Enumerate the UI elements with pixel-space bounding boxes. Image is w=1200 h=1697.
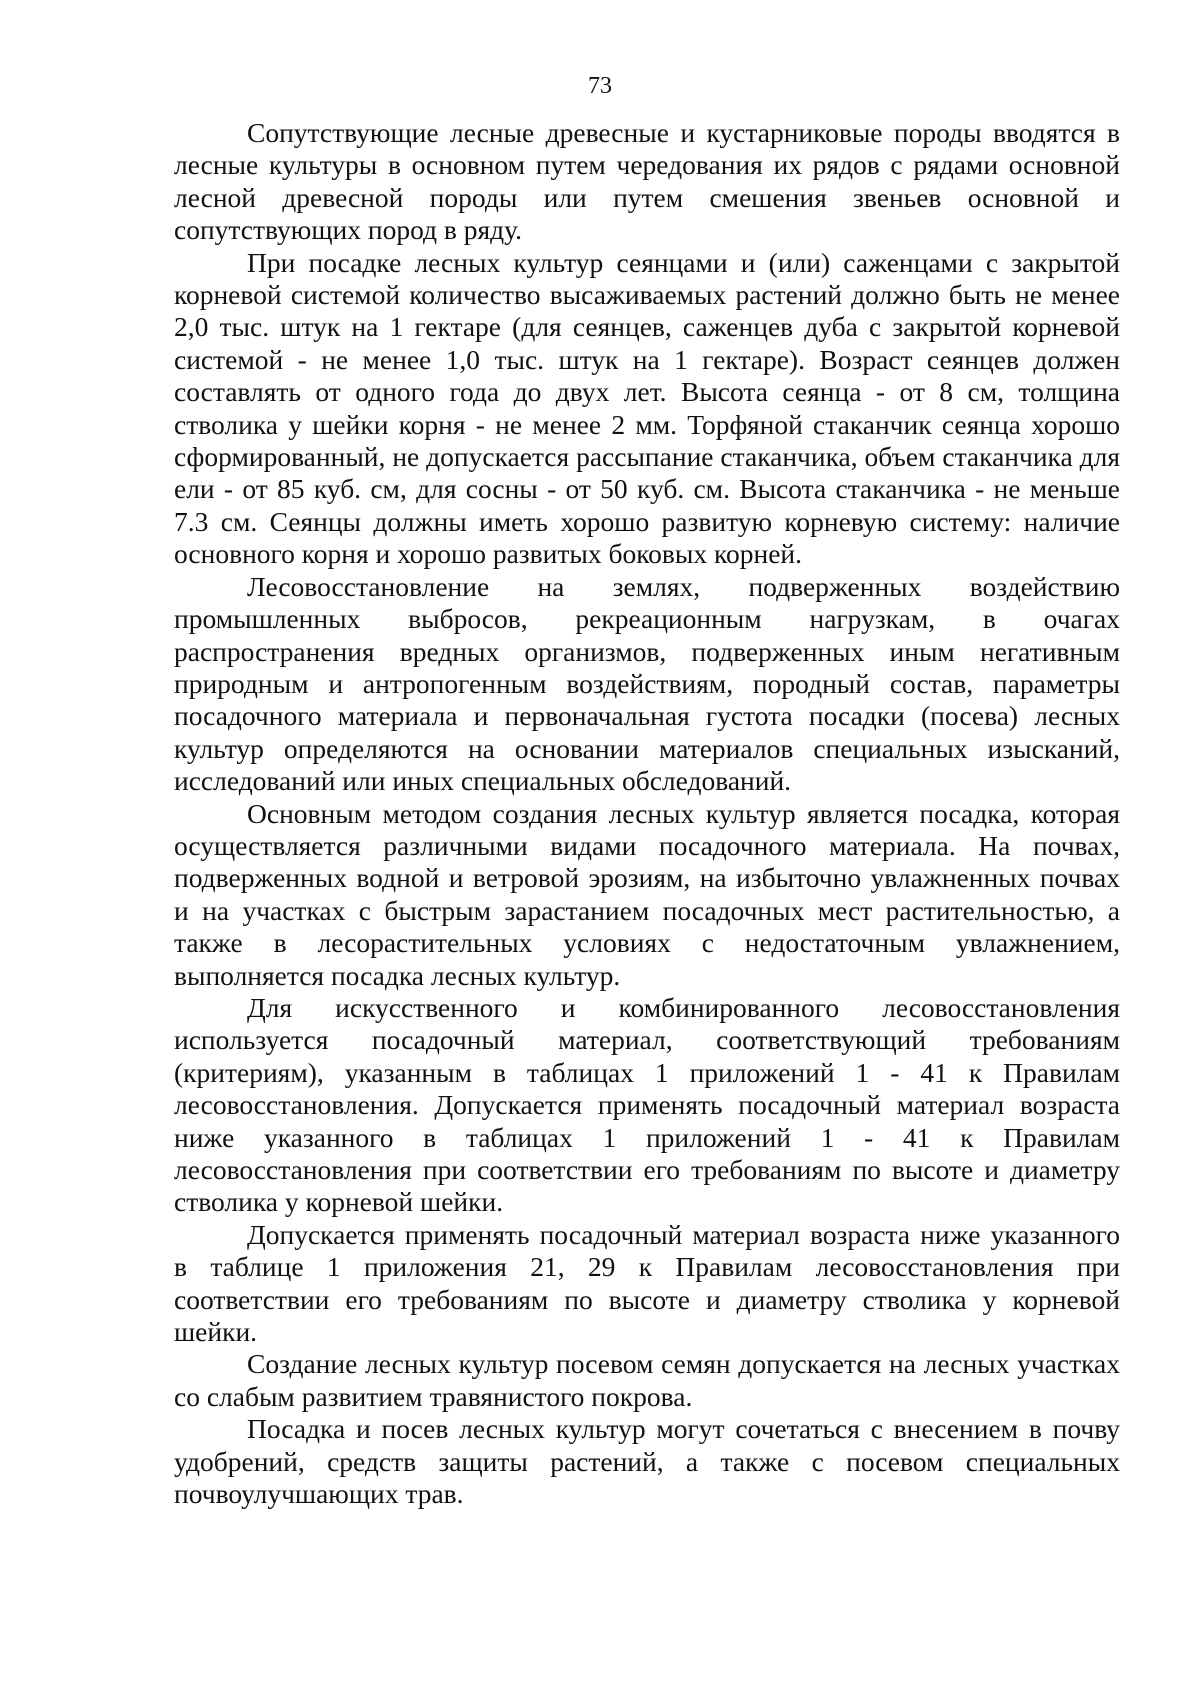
paragraph-closed-root-seedlings: При посадке лесных культур сеянцами и (или) саженцами с закрытой корневой системой количество высаживаемых растений должно быть не менее 2,0 тыс. штук на 1 гектаре (для сеянцев, саженцев дуба с закрытой корневой системой - не менее 1,0 тыс. штук на 1 гектаре). Возраст сеянцев должен составлять от одного года до двух лет. Высота сеянца - от 8 см, толщина стволика у шейки корня - не менее 2 мм. Торфяной стаканчик сеянца хорошо сформированный, не допускается рассыпание стаканчика, объем стаканчика для ели - от 85 куб. см, для сосны - от 50 куб. см. Высота стаканчика - не меньше 7.3 см. Сеянцы должны иметь хорошо развитую корневую систему: наличие основного корня и хорошо развитых боковых корней. — [174, 246, 1120, 570]
paragraph-seed-sowing: Создание лесных культур посевом семян допускается на лесных участках со слабым развитием травянистого покрова. — [174, 1348, 1120, 1412]
paragraph-companion-species: Сопутствующие лесные древесные и кустарниковые породы вводятся в лесные культуры в основном путем чередования их рядов с рядами основной лесной древесной породы или путем смешения звеньев основной и сопутствующих пород в ряду. — [174, 117, 1120, 246]
paragraph-main-planting-method: Основным методом создания лесных культур является посадка, которая осуществляется различными видами посадочного материала. На почвах, подверженных водной и ветровой эрозиям, на избыточно увлажненных почвах и на участках с быстрым зарастанием посадочных мест растительностью, а также в лесорастительных условиях с недостаточным увлажнением, выполняется посадка лесных культур. — [174, 797, 1120, 991]
page-number: 73 — [588, 73, 612, 99]
body-text — [174, 117, 1120, 1510]
paragraph-planting-material-requirements: Для искусственного и комбинированного лесовосстановления используется посадочный материал, соответствующий требованиям (критериям), указанным в таблицах 1 приложений 1 - 41 к Правилам лесовосстановления. Допускается применять посадочный материал возраста ниже указанного в таблицах 1 приложений 1 - 41 к Правилам лесовосстановления при соответствии его требованиям по высоте и диаметру стволика у корневой шейки. — [174, 991, 1120, 1218]
paragraph-fertilizers: Посадка и посев лесных культур могут сочетаться с внесением в почву удобрений, средств защиты растений, а также с посевом специальных почвоулучшающих трав. — [174, 1413, 1120, 1510]
paragraph-younger-material-allowed: Допускается применять посадочный материал возраста ниже указанного в таблице 1 приложения 21, 29 к Правилам лесовосстановления при соответствии его требованиям по высоте и диаметру стволика у корневой шейки. — [174, 1218, 1120, 1348]
paragraph-impacted-lands: Лесовосстановление на землях, подверженных воздействию промышленных выбросов, рекреационным нагрузкам, в очагах распространения вредных организмов, подверженных иным негативным природным и антропогенным воздействиям, породный состав, параметры посадочного материала и первоначальная густота посадки (посева) лесных культур определяются на основании материалов специальных изысканий, исследований или иных специальных обследований. — [174, 570, 1120, 797]
